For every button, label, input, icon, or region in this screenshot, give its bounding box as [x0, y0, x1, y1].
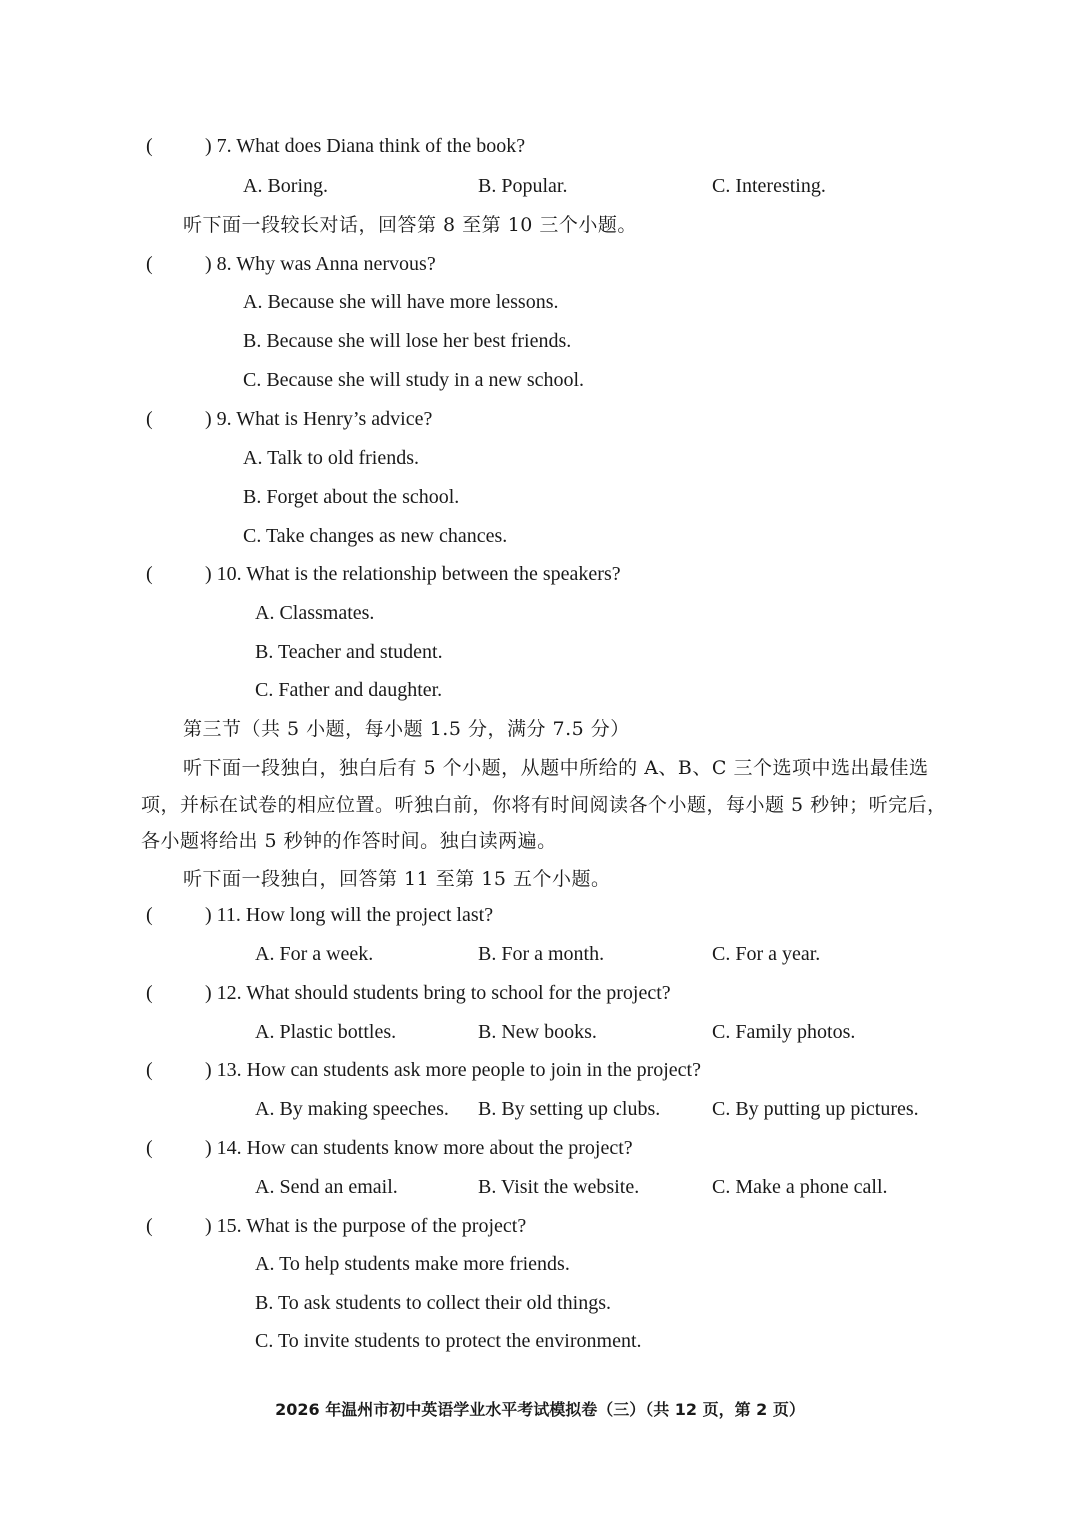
- answer-bracket-q10: (: [146, 563, 153, 585]
- section-3-description-line-3: 各小题将给出 5 秒钟的作答时间。独白读两遍。: [141, 830, 557, 852]
- question-15-option-c: C. To invite students to protect the environment.: [255, 1330, 642, 1352]
- question-8-option-a: A. Because she will have more lessons.: [243, 291, 559, 313]
- question-10-option-a: A. Classmates.: [255, 602, 375, 624]
- question-9-option-c: C. Take changes as new chances.: [243, 525, 508, 547]
- question-7-option-c: C. Interesting.: [712, 175, 826, 197]
- instruction-11-15: 听下面一段独白，回答第 11 至第 15 五个小题。: [183, 868, 611, 890]
- section-3-title: 第三节（共 5 小题，每小题 1.5 分，满分 7.5 分）: [183, 718, 630, 740]
- answer-bracket-q15: (: [146, 1215, 153, 1237]
- question-13-option-b: B. By setting up clubs.: [478, 1098, 661, 1120]
- answer-bracket-q13: (: [146, 1059, 153, 1081]
- question-10-option-c: C. Father and daughter.: [255, 679, 443, 701]
- question-12-option-b: B. New books.: [478, 1021, 597, 1043]
- question-9-option-b: B. Forget about the school.: [243, 486, 460, 508]
- question-8-option-b: B. Because she will lose her best friends.: [243, 330, 572, 352]
- question-15-option-b: B. To ask students to collect their old things.: [255, 1292, 611, 1314]
- question-11-option-b: B. For a month.: [478, 943, 605, 965]
- question-13-option-a: A. By making speeches.: [255, 1098, 449, 1120]
- question-9-stem: ) 9. What is Henry’s advice?: [205, 408, 433, 430]
- question-11-option-a: A. For a week.: [255, 943, 374, 965]
- question-7-stem: ) 7. What does Diana think of the book?: [205, 135, 526, 157]
- question-11-option-c: C. For a year.: [712, 943, 821, 965]
- answer-bracket-q12: (: [146, 982, 153, 1004]
- question-14-option-c: C. Make a phone call.: [712, 1176, 888, 1198]
- question-7-option-a: A. Boring.: [243, 175, 328, 197]
- question-8-option-c: C. Because she will study in a new school.: [243, 369, 585, 391]
- instruction-8-10: 听下面一段较长对话，回答第 8 至第 10 三个小题。: [183, 214, 637, 236]
- question-8-stem: ) 8. Why was Anna nervous?: [205, 253, 436, 275]
- answer-bracket-q7: (: [146, 135, 153, 157]
- question-14-stem: ) 14. How can students know more about the project?: [205, 1137, 633, 1159]
- question-9-option-a: A. Talk to old friends.: [243, 447, 419, 469]
- question-12-option-a: A. Plastic bottles.: [255, 1021, 397, 1043]
- question-7-option-b: B. Popular.: [478, 175, 568, 197]
- question-14-option-b: B. Visit the website.: [478, 1176, 640, 1198]
- question-13-option-c: C. By putting up pictures.: [712, 1098, 919, 1120]
- question-15-option-a: A. To help students make more friends.: [255, 1253, 570, 1275]
- answer-bracket-q11: (: [146, 904, 153, 926]
- question-12-stem: ) 12. What should students bring to school for the project?: [205, 982, 671, 1004]
- question-10-option-b: B. Teacher and student.: [255, 641, 443, 663]
- question-10-stem: ) 10. What is the relationship between the speakers?: [205, 563, 621, 585]
- answer-bracket-q8: (: [146, 253, 153, 275]
- question-15-stem: ) 15. What is the purpose of the project?: [205, 1215, 527, 1237]
- section-3-description-line-1: 听下面一段独白，独白后有 5 个小题，从题中所给的 A、B、C 三个选项中选出最佳选: [183, 757, 929, 779]
- answer-bracket-q9: (: [146, 408, 153, 430]
- question-11-stem: ) 11. How long will the project last?: [205, 904, 494, 926]
- answer-bracket-q14: (: [146, 1137, 153, 1159]
- question-12-option-c: C. Family photos.: [712, 1021, 856, 1043]
- section-3-description-line-2: 项，并标在试卷的相应位置。听独白前，你将有时间阅读各个小题，每小题 5 秒钟；听完后，: [141, 794, 947, 816]
- question-13-stem: ) 13. How can students ask more people to join in the project?: [205, 1059, 701, 1081]
- question-14-option-a: A. Send an email.: [255, 1176, 398, 1198]
- page-footer: 2026 年温州市初中英语学业水平考试模拟卷（三）（共 12 页，第 2 页）: [275, 1400, 805, 1419]
